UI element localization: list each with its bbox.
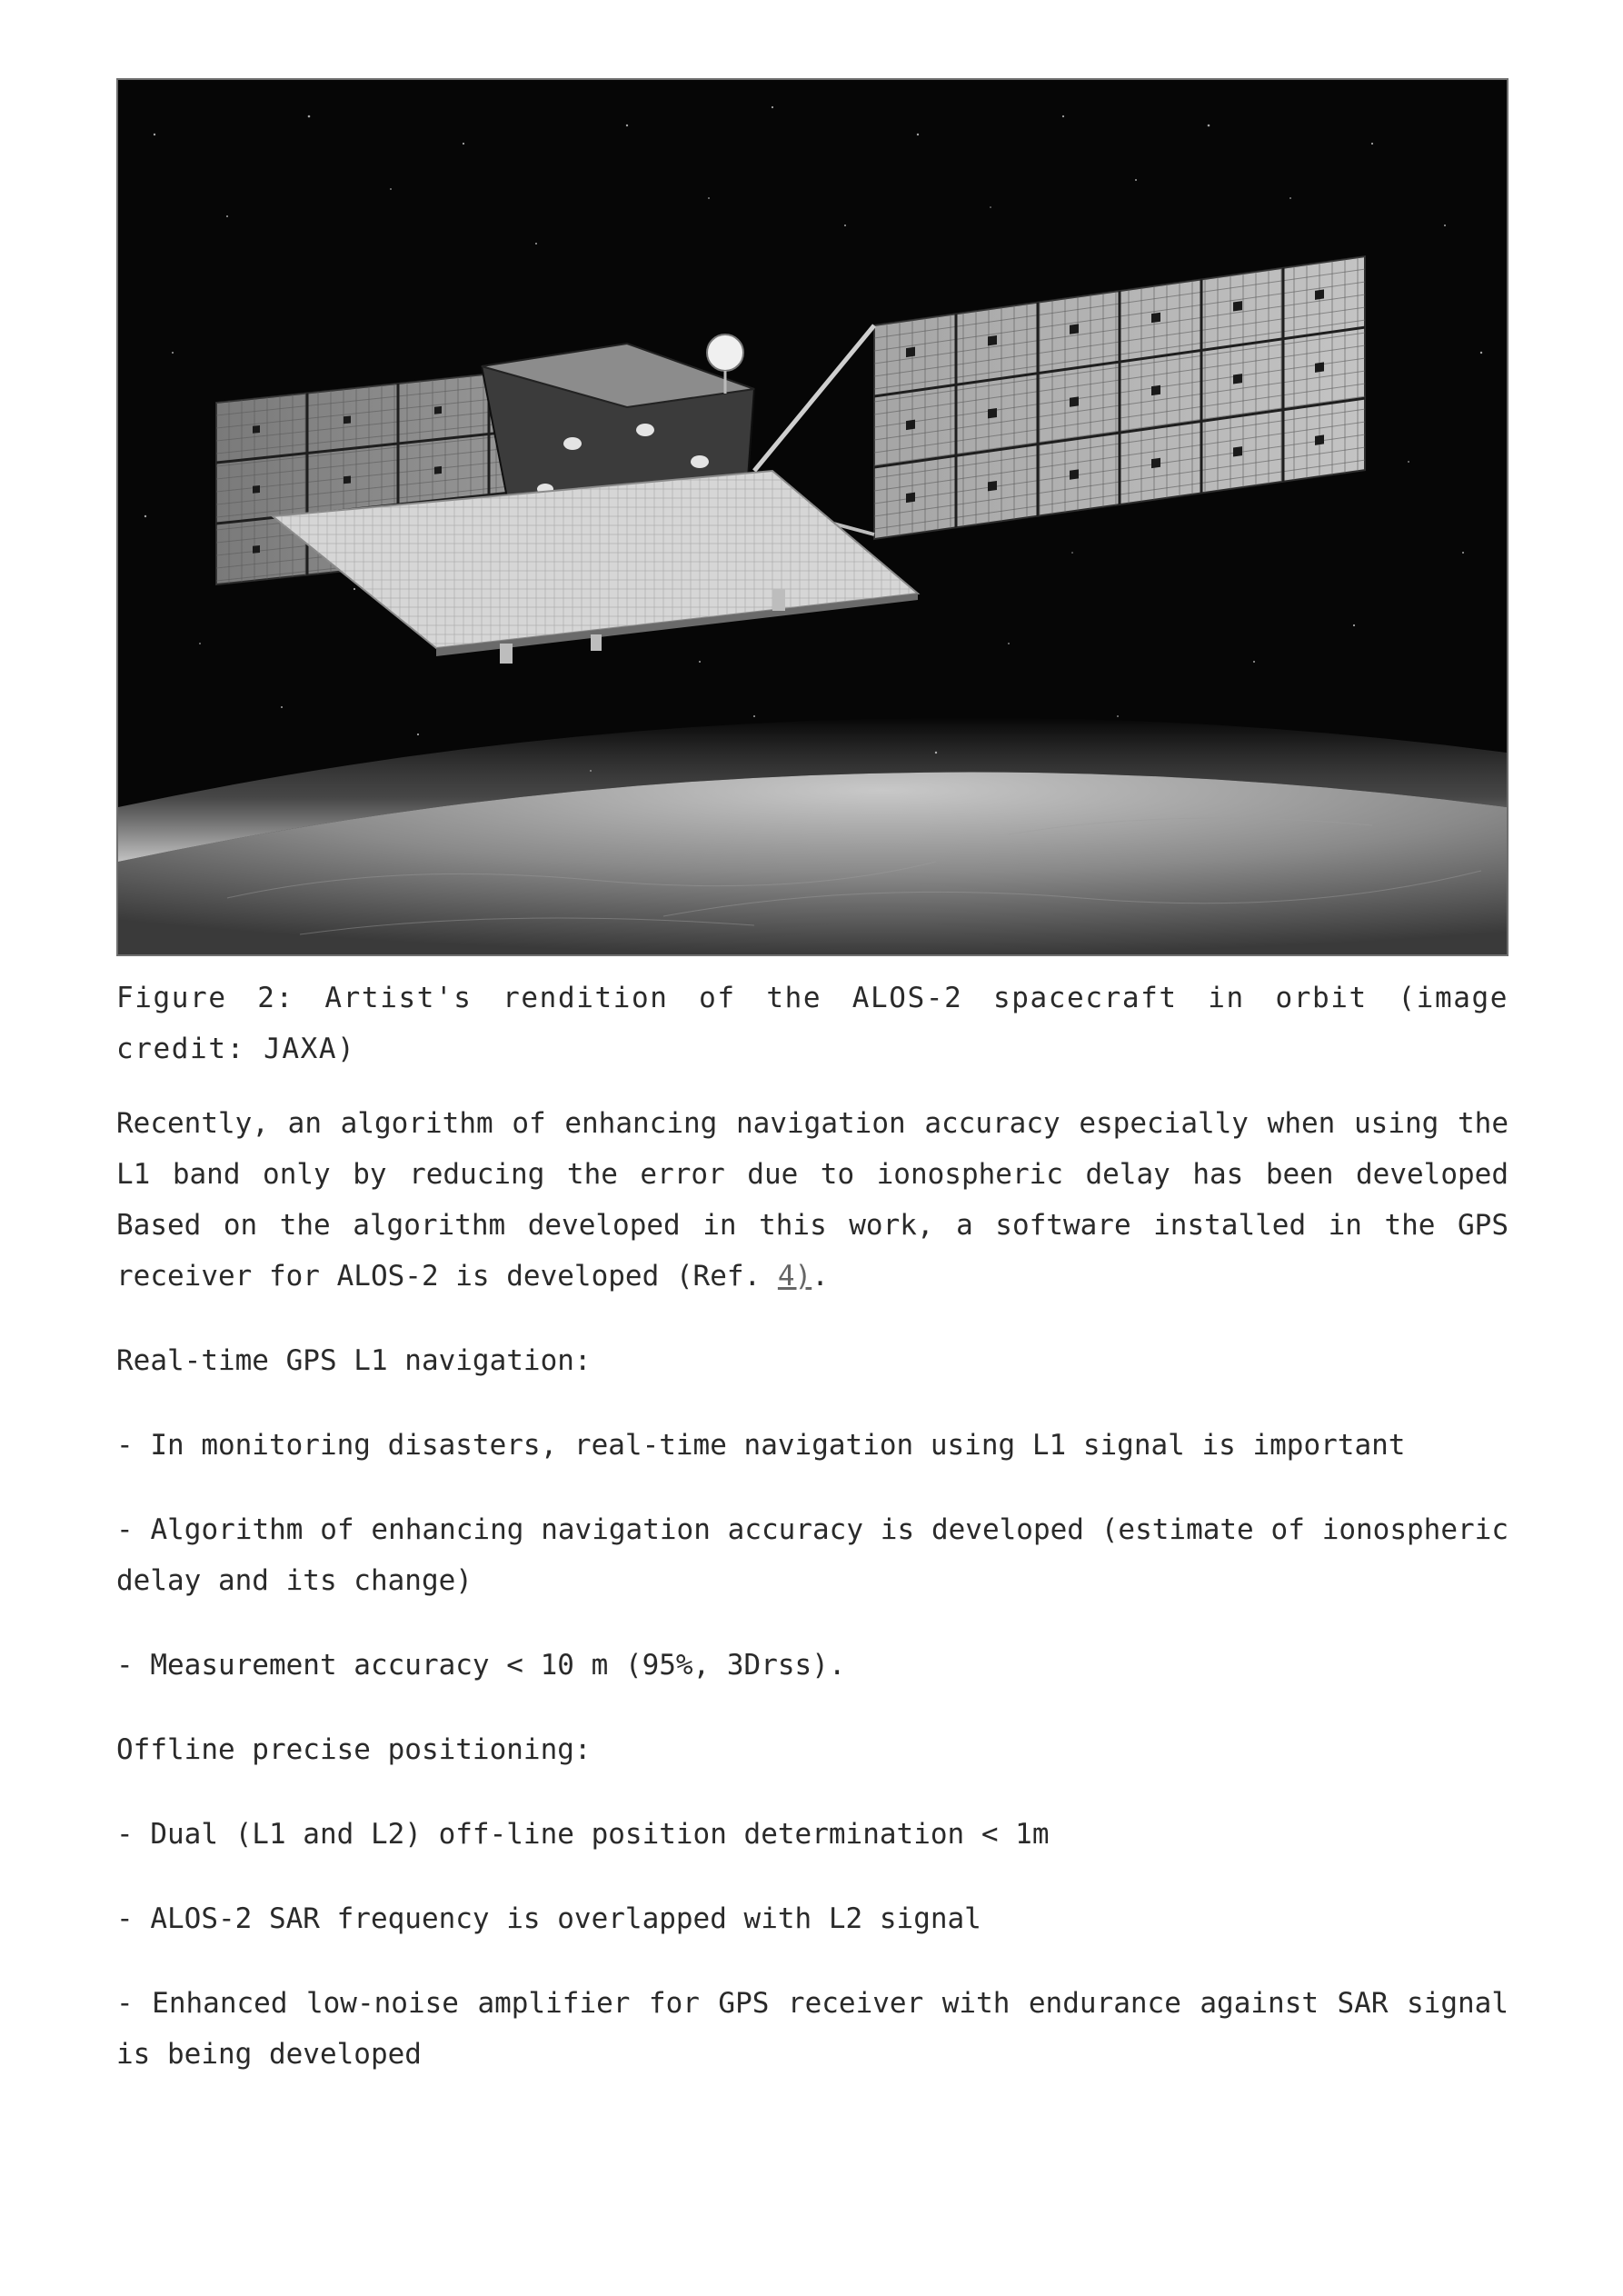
list-item: - In monitoring disasters, real-time navigation using L1 signal is important (116, 1429, 1406, 1462)
list-item: - ALOS-2 SAR frequency is overlapped with L2 signal (116, 1902, 981, 1935)
intro-text-end: . (812, 1260, 829, 1293)
list-item: - Enhanced low-noise amplifier for GPS receiver with endurance against SAR signal is being developed (116, 1987, 1508, 2071)
list-item: - Dual (L1 and L2) off-line position determination < 1m (116, 1818, 1050, 1851)
reference-link[interactable]: 4) (777, 1260, 812, 1293)
spacecraft-image (116, 78, 1508, 956)
realtime-heading: Real-time GPS L1 navigation: (116, 1344, 592, 1377)
list-item: - Measurement accuracy < 10 m (95%, 3Drss). (116, 1649, 846, 1682)
document-page (116, 78, 1508, 2080)
offline-heading: Offline precise positioning: (116, 1733, 592, 1766)
figure-caption: Figure 2: Artist's rendition of the ALOS-2 spacecraft in orbit (image credit: JAXA) (116, 982, 1508, 1065)
intro-text: Recently, an algorithm of enhancing navigation accuracy especially when using the L1 band only by reducing the error due to ionospheric delay has been developed Based on the algorithm developed in this work, a software installed in the GPS receiver for ALOS-2 is developed (Ref. (116, 1107, 1508, 1293)
list-item: - Algorithm of enhancing navigation accuracy is developed (estimate of ionospheric delay and its change) (116, 1513, 1508, 1597)
intro-paragraph (116, 1098, 1508, 1302)
